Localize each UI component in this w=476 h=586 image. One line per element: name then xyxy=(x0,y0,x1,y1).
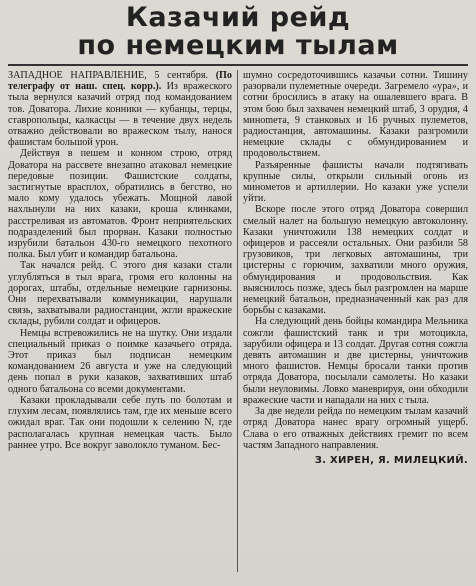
right-paragraph-3: Вскоре после этого отряд Доватора совершил смелый налет на большую немецкую автоколонну. Казаки уничтожили 138 немецких солдат и офицеров и рассеяли остальных. Они разбили 58 грузовиков, три легковых автомашины, три цистерны с горючим, захватили много оружия, обмундирования и продовольствия. Как выяснилось позже, здесь был разгромлен на марше немецкий батальон, предназначенный как раз для борьбы с казаками. xyxy=(243,204,468,317)
author-signature: З. ХИРЕН, Я. МИЛЕЦКИЙ. xyxy=(314,454,468,466)
dateline: ЗАПАДНОЕ НАПРАВЛЕНИЕ, 5 сентября. xyxy=(8,70,209,81)
headline xyxy=(8,4,468,60)
source-line: (По телеграфу от наш. спец. корр.). xyxy=(8,70,232,93)
left-column xyxy=(8,70,238,572)
left-paragraph-3: Так начался рейд. С этого дня казаки стали углубляться в тыл врага, громя его колонны на дорогах, штабы, отдельные немецкие гарнизоны. Они перехватывали коммуникации, нарушали связь, захватывали радиостанции, жгли вражеские склады, рубили солдат и офицеров. xyxy=(8,260,232,328)
right-paragraph-5: За две недели рейда по немецким тылам казачий отряд Доватора нанес врагу огромный ущерб. Слава о его отважных действиях гремит по всем частям Западного направления. xyxy=(243,406,468,451)
left-paragraph-5: Казаки прокладывали себе путь по болотам и глухим лесам, появлялись там, где их меньше всего ожидал враг. Так они подошли к селению N, где располагалась крупная немецкая часть. Было раннее утро. Все вокруг заволокло туманом. Бес- xyxy=(8,394,232,451)
left-paragraph-4: Немцы встревожились не на шутку. Они издали специальный приказ о поимке казачьего отряда. Этот приказ был подписан немецким командованием 26 августа и уже на следующий день попал в руки казаков, захвативших штаб одного батальона со всеми документами. xyxy=(8,327,232,395)
left-paragraph-2: Действуя в пешем и конном строю, отряд Доватора на рассвете внезапно атаковал немецкие передовые позиции. Фашистские солдаты, застигнутые врасплох, обратились в бегство, но мало кому удалось убежать. Мощной лавой нахлынули на них казаки, кроша клинками, расстреливая из автоматов. Фронт неприятельских подразделений был прорван. Казаки полностью изрубили батальон 430-го немецкого пехотного полка. Был убит и командир батальона. xyxy=(8,148,232,261)
lead-paragraph xyxy=(8,70,232,148)
headline-line-1: Казачий рейд xyxy=(125,2,351,33)
right-paragraph-2: Разъяренные фашисты начали подтягивать крупные силы, открыли сильный огонь из минометов и артиллерии. Но казаки уже успели уйти. xyxy=(243,159,468,205)
right-paragraph-4: На следующий день бойцы командира Мельника сожгли фашистский танк и три мотоцикла, зарубили офицера и 13 солдат. Другая сотня сожгла девять автомашин и две цистерны, уничтожив много фашистов. Немцы бросали танки против отряда Доватора, посылали самолеты. Но казаки были неуловимы. Ловко маневрируя, они обходили вражеские части и нападали на них с тыла. xyxy=(243,316,468,406)
headline-line-2: по немецким тылам xyxy=(77,30,399,61)
left-paragraph-1: Из вражеского тыла вернулся казачий отряд под командованием тов. Доватора. Лихие конники — кубанцы, терцы, ставропольцы, калкасцы — в течение двух недель отважно действовали во вражеском тылу, нанося фашистам большой урон. xyxy=(8,81,232,149)
right-column xyxy=(238,70,468,572)
right-paragraph-1: шумно сосредоточившись казачьи сотни. Тишину разорвали пулеметные очереди. Загремело «ура», и сотни бросились в атаку на ошалевшего врага. В этом бою был захвачен немецкий штаб, 3 орудия, 4 минomета, 9 станковых и 16 ручных пулеметов, радиостанция, автомашины. Казаки разгромили немецкие склады с обмундированием и продовольствием. xyxy=(243,70,468,160)
headline-rule xyxy=(8,64,468,66)
article-columns xyxy=(8,70,468,572)
